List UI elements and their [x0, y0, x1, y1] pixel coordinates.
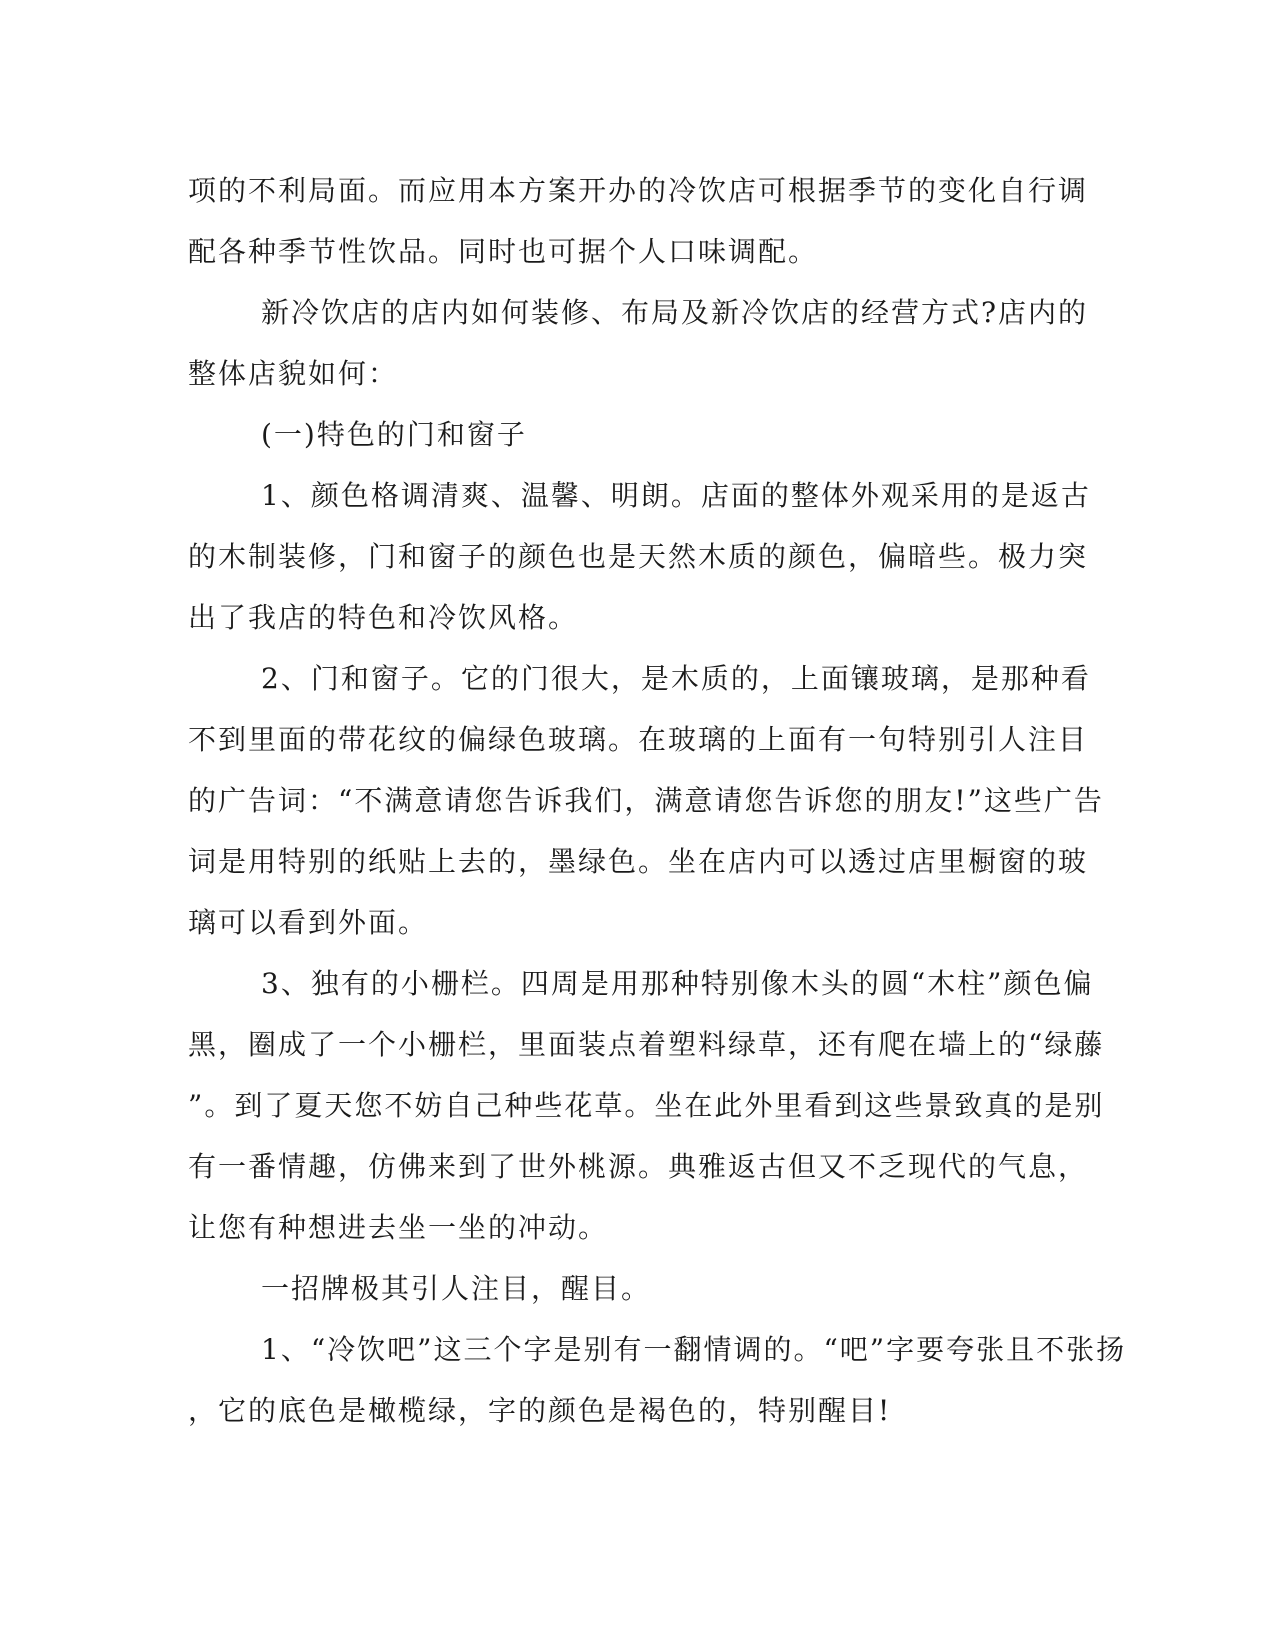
text-line: 不到里面的带花纹的偏绿色玻璃。在玻璃的上面有一句特别引人注目 [188, 723, 1089, 756]
text-line: 的广告词：“不满意请您告诉我们，满意请您告诉您的朋友!”这些广告 [188, 784, 1104, 817]
text-line: ”。到了夏天您不妨自己种些花草。坐在此外里看到这些景致真的是别 [188, 1089, 1105, 1122]
text-line: 整体店貌如何： [188, 357, 399, 390]
text-line: 一招牌极其引人注目，醒目。 [261, 1272, 652, 1305]
text-line: 让您有种想进去坐一坐的冲动。 [188, 1211, 609, 1244]
text-line: 项的不利局面。而应用本方案开办的冷饮店可根据季节的变化自行调 [188, 174, 1089, 207]
text-line: 有一番情趣，仿佛来到了世外桃源。典雅返古但又不乏现代的气息， [188, 1150, 1089, 1183]
text-line: 出了我店的特色和冷饮风格。 [188, 601, 579, 634]
text-line: 配各种季节性饮品。同时也可据个人口味调配。 [188, 235, 819, 268]
text-line: 1、颜色格调清爽、温馨、明朗。店面的整体外观采用的是返古 [261, 479, 1091, 512]
section-heading: (一)特色的门和窗子 [261, 418, 527, 451]
text-line: 新冷饮店的店内如何装修、布局及新冷饮店的经营方式?店内的 [261, 296, 1089, 329]
text-line: 璃可以看到外面。 [188, 906, 429, 939]
text-line: 的木制装修，门和窗子的颜色也是天然木质的颜色，偏暗些。极力突 [188, 540, 1089, 573]
text-line: 2、门和窗子。它的门很大，是木质的，上面镶玻璃，是那种看 [261, 662, 1091, 695]
text-line: 3、独有的小栅栏。四周是用那种特别像木头的圆“木柱”颜色偏 [261, 967, 1094, 1000]
text-line: 黑，圈成了一个小栅栏，里面装点着塑料绿草，还有爬在墙上的“绿藤 [188, 1028, 1105, 1061]
text-line: 词是用特别的纸贴上去的，墨绿色。坐在店内可以透过店里橱窗的玻 [188, 845, 1089, 878]
document-body [188, 160, 1127, 1441]
text-line: 1、“冷饮吧”这三个字是别有一翻情调的。“吧”字要夸张且不张扬 [261, 1333, 1127, 1366]
text-line: ，它的底色是橄榄绿，字的颜色是褐色的，特别醒目! [188, 1394, 892, 1427]
